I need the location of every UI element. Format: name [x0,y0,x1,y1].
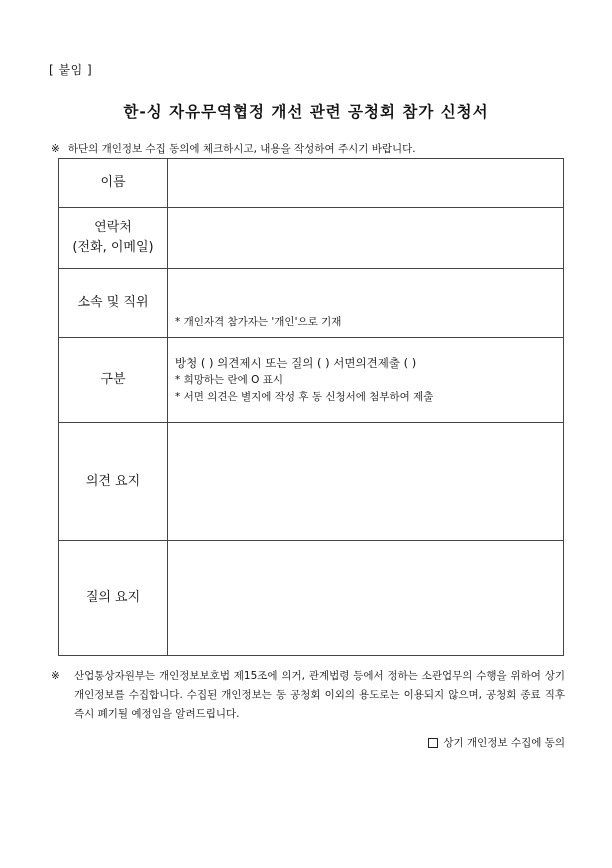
contact-label [59,208,168,269]
type-options: 방청 ( ) 의견제시 또는 질의 ( ) 서면의견제출 ( ) [175,355,417,370]
contact-label-line1: 연락처 [94,220,132,235]
question-field[interactable] [168,541,564,656]
name-field[interactable] [168,159,564,208]
affiliation-note: * 개인자격 참가자는 '개인'으로 기재 [175,316,342,328]
consent-checkbox[interactable] [428,738,438,748]
notice-mark: ※ [51,143,60,155]
attachment-label: [ 붙임 ] [49,63,93,77]
type-note-written: * 서면 의견은 별지에 작성 후 동 신청서에 첨부하여 제출 [175,390,434,403]
application-form [58,158,564,656]
form-row-opinion [59,423,564,541]
privacy-notice-mark: ※ [51,670,60,682]
opinion-field[interactable] [168,423,564,541]
form-row-type [59,338,564,423]
affiliation-label: 소속 및 직위 [59,269,168,338]
affiliation-field[interactable] [168,269,564,338]
type-note-mark: * 희망하는 란에 O 표시 [175,373,284,386]
contact-field[interactable] [168,208,564,269]
type-content [168,355,563,406]
type-label: 구분 [59,338,168,423]
form-row-question [59,541,564,656]
page-title: 한-싱 자유무역협정 개선 관련 공청회 참가 신청서 [123,103,489,121]
opinion-label: 의견 요지 [59,423,168,541]
form-row-contact [59,208,564,269]
type-field[interactable] [168,338,564,423]
question-label: 질의 요지 [59,541,168,656]
privacy-notice [51,667,565,724]
form-row-name [59,159,564,208]
instruction-notice [51,141,571,156]
name-label: 이름 [59,159,168,208]
contact-label-line2: (전화, 이메일) [72,240,154,255]
consent-label: 상기 개인정보 수집에 동의 [443,737,565,749]
form-row-affiliation [59,269,564,338]
notice-text: 하단의 개인정보 수집 동의에 체크하시고, 내용을 작성하여 주시기 바랍니다. [67,143,416,155]
privacy-notice-text: 산업통상자원부는 개인정보보호법 제15조에 의거, 관계법령 등에서 정하는 소관업무의 수행을 위하여 상기 개인정보를 수집합니다. 수집된 개인정보는 동 공청회 이외의 용도로는 이용되지 않으며, 공청회 종료 직후 즉시 폐기될 예정임을 알려드립니다. [74,670,565,720]
consent-checkbox-row[interactable] [428,735,565,750]
